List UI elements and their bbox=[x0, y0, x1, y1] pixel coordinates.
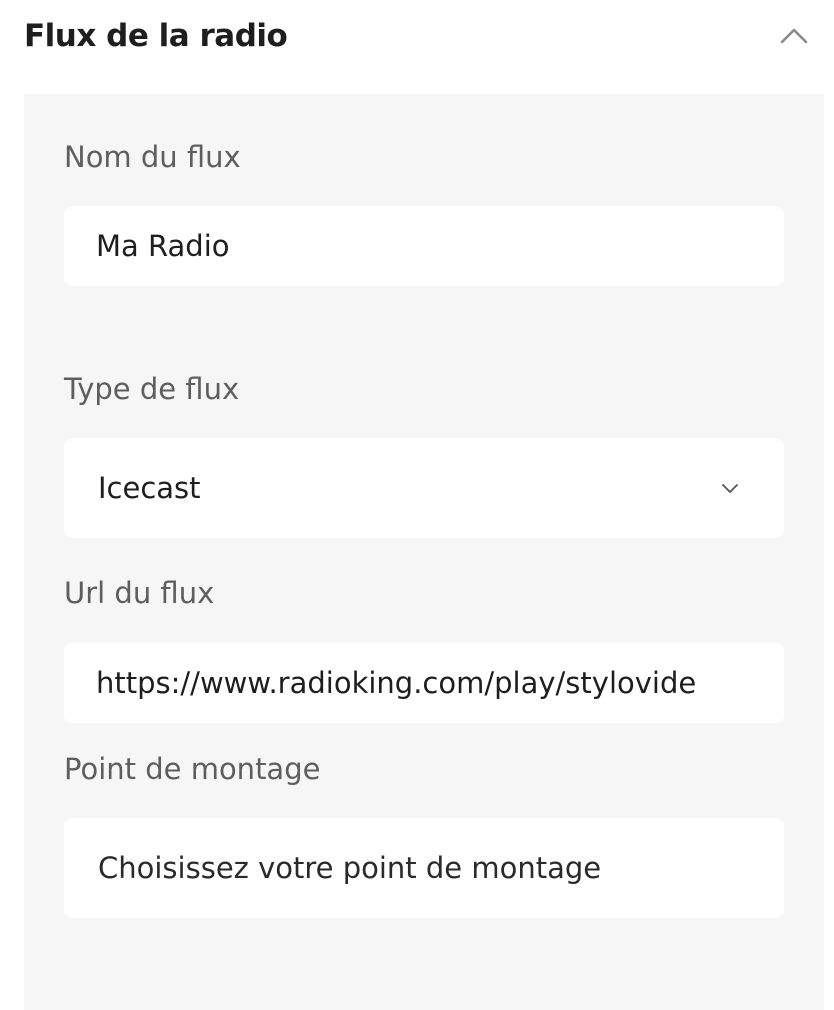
stream-name-input[interactable] bbox=[64, 206, 784, 286]
stream-settings-panel bbox=[24, 94, 824, 1010]
stream-type-select[interactable] bbox=[64, 438, 784, 538]
stream-type-selected-value: Icecast bbox=[98, 471, 201, 505]
mount-point-input[interactable] bbox=[64, 818, 784, 918]
stream-name-label: Nom du flux bbox=[64, 140, 241, 174]
stream-url-label: Url du flux bbox=[64, 576, 215, 610]
collapse-toggle-button[interactable] bbox=[774, 20, 814, 56]
stream-type-label: Type de flux bbox=[64, 372, 240, 406]
section-header bbox=[0, 0, 834, 80]
chevron-down-icon bbox=[718, 476, 742, 500]
stream-url-value: https://www.radioking.com/play/stylovide bbox=[96, 666, 697, 700]
section-title: Flux de la radio bbox=[24, 18, 288, 54]
mount-point-label: Point de montage bbox=[64, 752, 321, 786]
stream-url-input[interactable] bbox=[64, 643, 784, 723]
chevron-up-icon bbox=[779, 26, 809, 50]
